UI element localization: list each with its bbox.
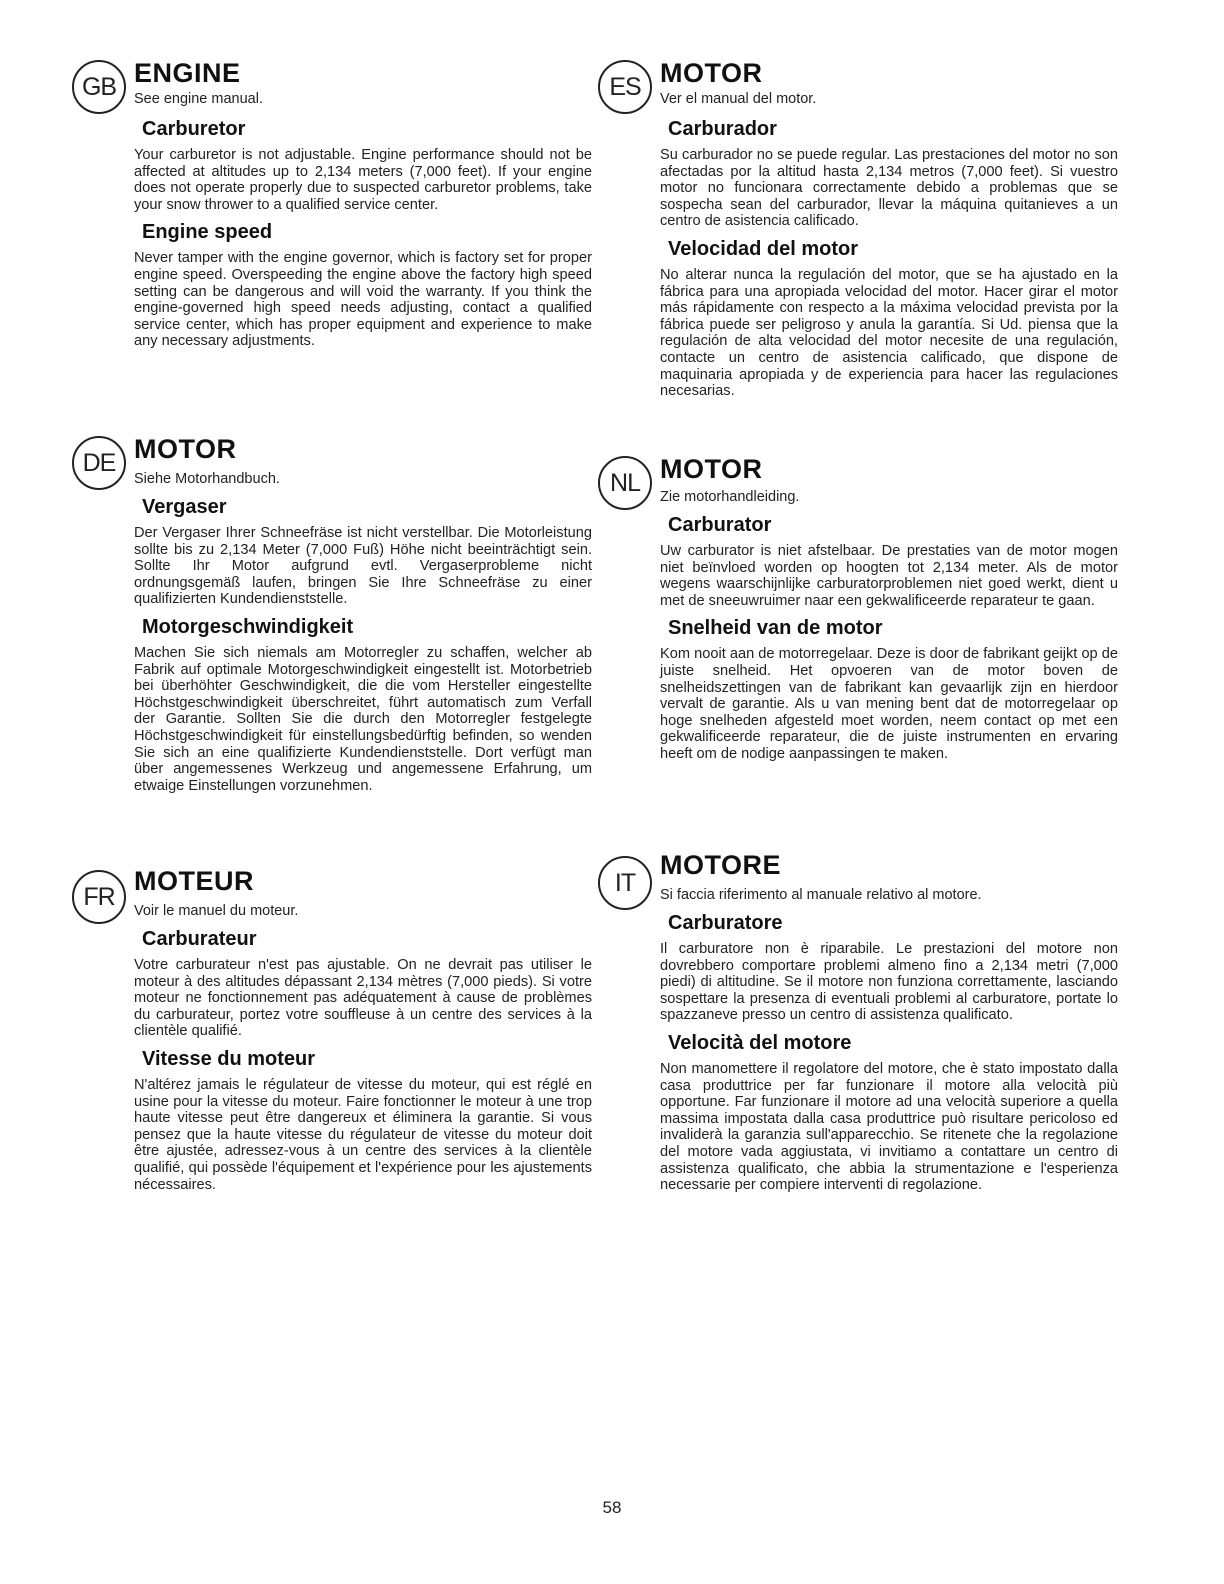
language-badge-es: ES xyxy=(598,60,652,114)
section-title-nl: MOTOR xyxy=(660,454,763,484)
language-badge-de: DE xyxy=(72,436,126,490)
section-intro-de: Siehe Motorhandbuch. xyxy=(134,471,280,487)
language-badge-gb: GB xyxy=(72,60,126,114)
section-intro-es: Ver el manual del motor. xyxy=(660,91,817,107)
paragraph-fr-2: N'altérez jamais le régulateur de vitesse du moteur, qui est réglé en usine pour la vitesse du moteur. Faire fonctionner le moteur à une trop haute vitesse peut être dangereux et éliminera la garantie. Si vous pensez que la haute vitesse du régulateur de vitesse du moteur doit être ajustée, adressez-vous à un centre des services à la clientèle qualifié, qui possède l'équipement et l'expérience pour les ajustements nécessaires. xyxy=(134,1076,592,1193)
language-badge-fr: FR xyxy=(72,870,126,924)
subheading-it-1: Carburatore xyxy=(668,912,783,934)
paragraph-de-1: Der Vergaser Ihrer Schneefräse ist nicht verstellbar. Die Motorleistung sollte bis zu 2,134 Meter (7,000 Fuß) Höhe nicht beeinträchtigt sein. Sollte Ihr Motor aufgrund evtl. Vergaserprobleme nicht ordnungsgemäß laufen, bringen Sie Ihre Schneefräse zu einer qualifizierten Kundendienststelle. xyxy=(134,525,592,608)
language-badge-nl: NL xyxy=(598,456,652,510)
paragraph-it-2: Non manomettere il regolatore del motore, che è stato impostato dalla casa produttrice per far funzionare il motore alla velocità più opportune. Far funzionare il motore ad una velocità superiore a quella massima impostata dalla casa produttrice può risultare pericoloso ed invaliderà la garanzia sull'apparecchio. Se ritenete che la regolazione del motore vada aggiustata, vi invitiamo a contattare un centro di assistenza qualificato, che abbia la strumentazione e l'esperienza necessarie per compiere interventi di regolazione. xyxy=(660,1060,1118,1194)
section-title-es: MOTOR xyxy=(660,58,763,88)
paragraph-es-1: Su carburador no se puede regular. Las prestaciones del motor no son afectadas por la altitud hasta 2,134 metros (7,000 feet). Si vuestro motor no funcionara correctamente debido a problemas que se sospecha sean del carburador, llevar la máquina quitanieves a un centro de asistencia calificado. xyxy=(660,147,1118,230)
paragraph-nl-1: Uw carburator is niet afstelbaar. De prestaties van de motor mogen niet beïnvloed worden op hoogten tot 2,134 meter. Als de motor wegens waarschijnlijke carburatorproblemen niet goed werkt, dient u met de sneeuwruimer naar een gekwalificeerde reparateur te gaan. xyxy=(660,543,1118,609)
paragraph-de-2: Machen Sie sich niemals am Motorregler zu schaffen, welcher ab Fabrik auf optimale Motorgeschwindigkeit eingestellt ist. Motorbetrieb bei überhöhter Geschwindigkeit, die die vom Hersteller eingestellte Höchstgeschwindigkeit überschreitet, führt automatisch zum Verfall der Garantie. Sollten Sie die durch den Motorregler festgelegte Höchstgeschwindigkeit für einstellungsbedürftig befinden, so wenden Sie sich an eine qualifizierte Kundendienststelle. Dort verfügt man über angemessenes Werkzeug und angemessene Erfahrung, um etwaige Einstellungen vorzunehmen. xyxy=(134,644,592,794)
subheading-es-1: Carburador xyxy=(668,118,777,140)
subheading-it-2: Velocità del motore xyxy=(668,1031,852,1054)
section-intro-fr: Voir le manuel du moteur. xyxy=(134,903,299,919)
paragraph-gb-2: Never tamper with the engine governor, which is factory set for proper engine speed. Overspeeding the engine above the factory high speed setting can be dangerous and will void the warranty. If you think the engine-governed high speed needs adjusting, contact a qualified service center, which has proper equipment and experience to make any necessary adjustments. xyxy=(134,250,592,350)
subheading-nl-2: Snelheid van de motor xyxy=(668,617,883,640)
language-badge-it: IT xyxy=(598,856,652,910)
subheading-fr-2: Vitesse du moteur xyxy=(142,1047,316,1070)
section-title-de: MOTOR xyxy=(134,434,237,464)
subheading-es-2: Velocidad del motor xyxy=(668,237,859,260)
section-intro-gb: See engine manual. xyxy=(134,91,263,107)
section-title-gb: ENGINE xyxy=(134,58,241,88)
subheading-gb-2: Engine speed xyxy=(142,221,273,244)
paragraph-it-1: Il carburatore non è riparabile. Le prestazioni del motore non dovrebbero comportare problemi almeno fino a 2,134 metri (7,000 piedi) di altitudine. Se il motore non funziona correttamente, lasciando sospettare la presenza di eventuali problemi al carburatore, portate lo spazzaneve presso un centro di assistenza qualificato. xyxy=(660,941,1118,1024)
section-intro-it: Si faccia riferimento al manuale relativo al motore. xyxy=(660,887,982,903)
subheading-de-2: Motorgeschwindigkeit xyxy=(142,615,354,638)
paragraph-gb-1: Your carburetor is not adjustable. Engine performance should not be affected at altitudes up to 2,134 meters (7,000 feet). If your engine does not operate properly due to suspected carburetor problems, take your snow thrower to a qualified service center. xyxy=(134,147,592,213)
section-intro-nl: Zie motorhandleiding. xyxy=(660,489,800,505)
subheading-de-1: Vergaser xyxy=(142,496,227,518)
paragraph-es-2: No alterar nunca la regulación del motor, que se ha ajustado en la fábrica para una apropiada velocidad del motor. Hacer girar el motor más rápidamente con respecto a la máxima velocidad prevista por la fábrica puede ser peligroso y anula la garantía. Si Ud. piensa que la regulación de alta velocidad del motor necesite de una regulación, contacte un centro de asistencia calificado, que dispone de maquinaria apropiada y de experiencia para hacer las regulaciones necesarias. xyxy=(660,266,1118,400)
subheading-nl-1: Carburator xyxy=(668,514,772,536)
paragraph-fr-1: Votre carburateur n'est pas ajustable. On ne devrait pas utiliser le moteur à des altitudes dépassant 2,134 mètres (7,000 pieds). Si votre moteur ne fonctionnement pas adéquatement à cause de problèmes du carburateur, portez votre souffleuse à un centre des services à la clientèle qualifié. xyxy=(134,957,592,1040)
subheading-gb-1: Carburetor xyxy=(142,118,246,140)
section-title-it: MOTORE xyxy=(660,850,782,880)
section-title-fr: MOTEUR xyxy=(134,866,254,896)
page-number: 58 xyxy=(602,1498,622,1517)
paragraph-nl-2: Kom nooit aan de motorregelaar. Deze is door de fabrikant geijkt op de juiste snelheid. Het opvoeren van de motor boven de snelheidszettingen van de fabrikant kan gevaarlijk zijn en hierdoor vervalt de garantie. Als u van mening bent dat de motorregelaar op hoge snelheden afgesteld moet worden, neem contact op met een gekwalificeerde reparateur, die de juiste instrumenten en ervaring heeft om de nodige aanpassingen te maken. xyxy=(660,646,1118,762)
subheading-fr-1: Carburateur xyxy=(142,928,257,950)
